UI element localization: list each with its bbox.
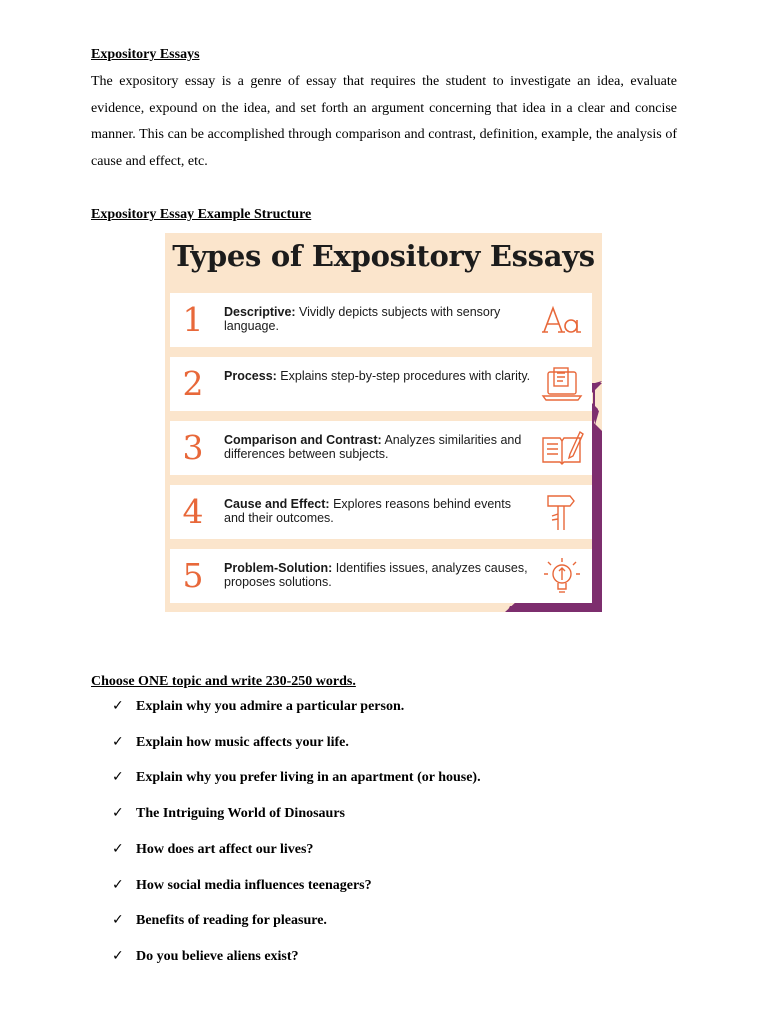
- item-text: [224, 369, 534, 383]
- item-text: [224, 305, 534, 333]
- item-term: Descriptive:: [224, 305, 296, 319]
- item-number: 1: [182, 300, 204, 339]
- signpost-hand-icon: [540, 492, 584, 532]
- item-term: Process:: [224, 369, 277, 383]
- item-description: Explores reasons behind events and their outcomes.: [224, 497, 511, 525]
- topic-text: Explain why you admire a particular person.: [136, 699, 405, 714]
- item-number: 4: [182, 492, 204, 531]
- item-number: 5: [182, 556, 204, 595]
- item-description: Identifies issues, analyzes causes, proposes solutions.: [224, 561, 528, 589]
- essay-type-row: [170, 293, 592, 347]
- essay-type-row: [170, 357, 592, 411]
- item-text: [224, 497, 534, 525]
- checkmark-icon: ✓: [112, 841, 124, 857]
- checkmark-icon: ✓: [112, 912, 124, 928]
- list-item: [112, 877, 372, 894]
- topic-text: How does art affect our lives?: [136, 842, 314, 857]
- item-description: Analyzes similarities and differences between subjects.: [224, 433, 522, 461]
- item-text: [224, 433, 534, 461]
- list-item: [112, 805, 345, 822]
- section-heading-expository-essays: Expository Essays: [91, 47, 200, 62]
- item-description: Vividly depicts subjects with sensory language.: [224, 305, 501, 333]
- list-item: [112, 841, 313, 858]
- item-number: 2: [182, 364, 204, 403]
- intro-paragraph: The expository essay is a genre of essay that requires the student to investigate an idea, evaluate evidence, expound on the idea, and set forth an argument concerning that idea in a clear and concise manner. This can be accomplished through comparison and contrast, definition, example, the analysis of cause and effect, etc.: [91, 74, 677, 169]
- item-term: Problem-Solution:: [224, 561, 333, 575]
- topic-text: Explain why you prefer living in an apartment (or house).: [136, 770, 481, 785]
- item-term: Cause and Effect:: [224, 497, 330, 511]
- types-infographic: [165, 233, 602, 612]
- item-description: Explains step-by-step procedures with clarity.: [276, 369, 531, 383]
- section-heading-choose-topic: Choose ONE topic and write 230-250 words.: [91, 674, 356, 689]
- checkmark-icon: ✓: [112, 698, 124, 714]
- list-item: [112, 912, 327, 929]
- open-book-pencil-icon: [540, 428, 584, 468]
- topic-text: Explain how music affects your life.: [136, 735, 349, 750]
- item-text: [224, 561, 534, 589]
- topic-text: How social media influences teenagers?: [136, 878, 372, 893]
- topic-text: The Intriguing World of Dinosaurs: [136, 806, 346, 821]
- item-term: Comparison and Contrast:: [224, 433, 382, 447]
- topic-text: Benefits of reading for pleasure.: [136, 913, 327, 928]
- list-item: [112, 698, 404, 715]
- item-number: 3: [182, 428, 204, 467]
- checkmark-icon: ✓: [112, 948, 124, 964]
- essay-type-row: [170, 421, 592, 475]
- infographic-title: Types of Expository Essays: [172, 239, 595, 273]
- list-item: [112, 948, 299, 965]
- checkmark-icon: ✓: [112, 734, 124, 750]
- checkmark-icon: ✓: [112, 877, 124, 893]
- lightbulb-icon: [540, 556, 584, 596]
- list-item: [112, 734, 349, 751]
- checkmark-icon: ✓: [112, 805, 124, 821]
- essay-type-row: [170, 485, 592, 539]
- laptop-document-icon: [540, 364, 584, 404]
- essay-type-row: [170, 549, 592, 603]
- list-item: [112, 769, 481, 786]
- letters-aa-icon: [540, 300, 584, 340]
- topic-text: Do you believe aliens exist?: [136, 949, 299, 964]
- checkmark-icon: ✓: [112, 769, 124, 785]
- section-heading-example-structure: Expository Essay Example Structure: [91, 207, 312, 222]
